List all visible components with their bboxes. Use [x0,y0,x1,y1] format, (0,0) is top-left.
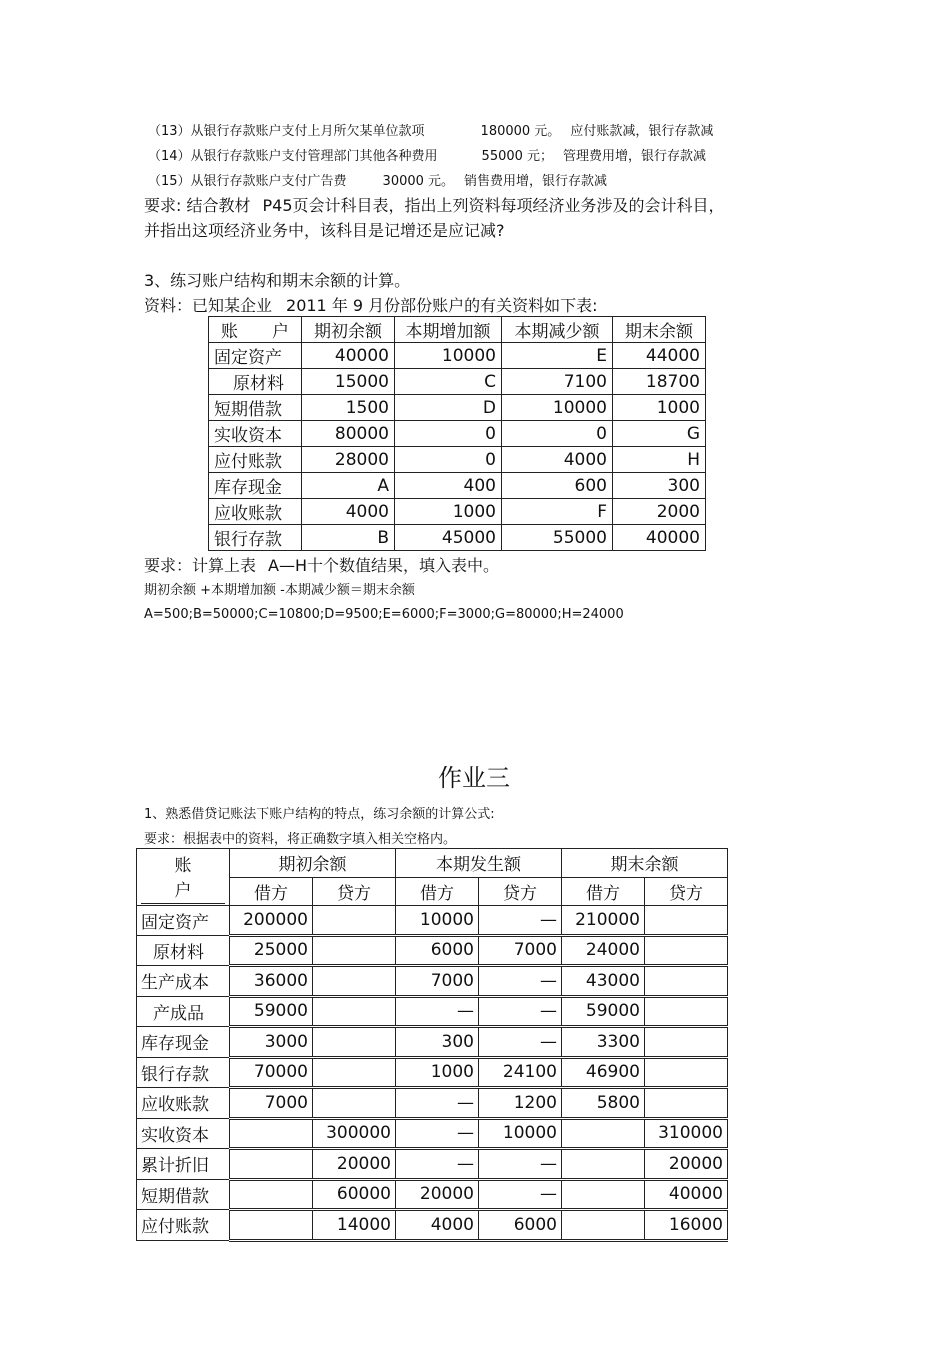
sub-header: 贷方 [479,877,562,906]
table-header-row [137,849,728,878]
cell-value: 300 [613,473,706,499]
cell-value [230,1179,313,1210]
cell-value [313,966,396,997]
cell-value: 300 [396,1027,479,1058]
cell-value: 36000 [230,966,313,997]
source-text: 资料：已知某企业 [144,296,273,315]
answer-line: A=500;B=50000;C=10800;D=9500;E=6000;F=3000;G=80000;H=24000 [144,607,624,622]
account-name: 累计折旧 [137,1149,230,1180]
cell-value: D [395,395,502,421]
header-cell: 期初余额 [302,317,395,343]
requirement-text: A—H十个数值结果，填入表中。 [268,556,499,575]
cell-value: 7000 [396,966,479,997]
cell-value: 43000 [562,966,645,997]
cell-value: 40000 [302,343,395,369]
cell-value: B [302,525,395,551]
cell-value: 16000 [645,1210,728,1241]
cell-value: 7100 [502,369,613,395]
account-name: 应收账款 [209,499,302,525]
cell-value: 40000 [645,1179,728,1210]
table-header-row [209,317,706,343]
table-row [137,1027,728,1058]
group-header: 本期发生额 [396,849,562,878]
cell-value: 28000 [302,447,395,473]
cell-value: 20000 [396,1179,479,1210]
cell-value [645,1088,728,1119]
cell-value: 10000 [479,1118,562,1149]
cell-value: 24100 [479,1057,562,1088]
table-row [137,1179,728,1210]
cell-value [313,1027,396,1058]
cell-value: 4000 [502,447,613,473]
account-name: 库存现金 [209,473,302,499]
item-note: 管理费用增，银行存款减 [563,149,707,164]
header-cell: 本期增加额 [395,317,502,343]
account-name: 实收资本 [137,1118,230,1149]
item-amount: 55000 元； [481,149,554,164]
cell-value [230,1210,313,1241]
cell-value: 25000 [230,935,313,966]
cell-value [562,1149,645,1180]
cell-value: 0 [395,447,502,473]
cell-value: C [395,369,502,395]
table-row [209,343,706,369]
cell-value: — [479,906,562,936]
cell-value: — [396,1088,479,1119]
item-14 [148,145,706,164]
cell-value: 10000 [502,395,613,421]
cell-value: — [479,1027,562,1058]
cell-value: 1000 [395,499,502,525]
cell-value: 44000 [613,343,706,369]
cell-value: 2000 [613,499,706,525]
table-row [137,906,728,936]
cell-value: 10000 [395,343,502,369]
cell-value: 4000 [396,1210,479,1241]
cell-value: A [302,473,395,499]
table-row [137,1088,728,1119]
cell-value: 400 [395,473,502,499]
requirement-text: 要求：计算上表 [144,556,257,575]
cell-value [313,1088,396,1119]
cell-value [313,906,396,936]
table-row [209,395,706,421]
table-row [209,525,706,551]
table-row [209,499,706,525]
requirement-text: 要求: 结合教材 [144,196,251,215]
cell-value: — [396,996,479,1027]
account-name: 银行存款 [209,525,302,551]
cell-value: 7000 [479,935,562,966]
table-row [137,1149,728,1180]
cell-value: 7000 [230,1088,313,1119]
table-row [209,473,706,499]
cell-value: 45000 [395,525,502,551]
cell-value: 0 [395,421,502,447]
item-13 [148,120,713,139]
cell-value: 1000 [396,1057,479,1088]
table-row [209,421,706,447]
homework-3-line-2: 要求：根据表中的资料，将正确数字填入相关空格内。 [144,832,457,847]
cell-value [313,996,396,1027]
cell-value: 40000 [613,525,706,551]
debit-credit-table [136,848,728,1242]
sub-header: 借方 [562,877,645,906]
cell-value: 14000 [313,1210,396,1241]
cell-value: 18700 [613,369,706,395]
cell-value: H [613,447,706,473]
cell-value: 24000 [562,935,645,966]
group-header: 期末余额 [562,849,728,878]
cell-value [313,1057,396,1088]
cell-value: 600 [502,473,613,499]
item-text: （14）从银行存款账户支付管理部门其他各种费用 [148,149,438,164]
balance-formula: 期初余额 +本期增加额 -本期减少额＝期末余额 [144,583,415,598]
account-name: 固定资产 [209,343,302,369]
account-header-text: 账户 [141,851,225,904]
account-name: 生产成本 [137,966,230,997]
cell-value: 20000 [645,1149,728,1180]
account-name: 产成品 [137,996,230,1027]
item-text: （13）从银行存款账户支付上月所欠某单位款项 [148,124,425,139]
account-name: 固定资产 [137,906,230,936]
cell-value: 0 [502,421,613,447]
cell-value: G [613,421,706,447]
cell-value: 59000 [230,996,313,1027]
cell-value [645,966,728,997]
cell-value: 310000 [645,1118,728,1149]
table-row [137,1057,728,1088]
cell-value: 70000 [230,1057,313,1088]
section-3-source [144,293,598,316]
account-name: 应付账款 [137,1210,230,1241]
homework-3-line-1: 1、熟悉借贷记账法下账户结构的特点，练习余额的计算公式: [144,807,495,822]
cell-value: — [479,966,562,997]
section-3-requirement [144,553,499,576]
group-header: 期初余额 [230,849,396,878]
cell-value: — [479,1179,562,1210]
table-row [137,966,728,997]
requirement-line-1 [144,193,725,216]
sub-header: 贷方 [313,877,396,906]
cell-value: E [502,343,613,369]
cell-value [645,935,728,966]
table-row [209,369,706,395]
table-row [137,1210,728,1241]
item-note: 应付账款减，银行存款减 [570,124,714,139]
sub-header: 贷方 [645,877,728,906]
cell-value [562,1210,645,1241]
account-name: 应收账款 [137,1088,230,1119]
cell-value: 3300 [562,1027,645,1058]
cell-value: 46900 [562,1057,645,1088]
cell-value: 1500 [302,395,395,421]
requirement-text: P45页会计科目表，指出上列资料每项经济业务涉及的会计科目， [262,196,725,215]
account-name: 应付账款 [209,447,302,473]
header-cell: 账 户 [209,317,302,343]
account-name: 银行存款 [137,1057,230,1088]
cell-value [562,1118,645,1149]
cell-value [562,1179,645,1210]
cell-value: — [479,1149,562,1180]
cell-value [645,906,728,936]
cell-value [645,1057,728,1088]
cell-value: — [396,1118,479,1149]
cell-value [645,996,728,1027]
table-row [137,996,728,1027]
account-name: 原材料 [209,369,302,395]
homework-3-title: 作业三 [438,764,510,792]
cell-value: 55000 [502,525,613,551]
cell-value [230,1149,313,1180]
sub-header: 借方 [396,877,479,906]
table-row [137,1118,728,1149]
cell-value: 60000 [313,1179,396,1210]
cell-value: 6000 [396,935,479,966]
cell-value: 15000 [302,369,395,395]
item-note: 销售费用增，银行存款减 [464,174,608,189]
table-row [137,935,728,966]
cell-value: 3000 [230,1027,313,1058]
cell-value: — [396,1149,479,1180]
account-name: 短期借款 [209,395,302,421]
header-cell: 期末余额 [613,317,706,343]
cell-value: 1200 [479,1088,562,1119]
item-amount: 180000 元。 [480,124,561,139]
account-name: 短期借款 [137,1179,230,1210]
account-name: 实收资本 [209,421,302,447]
cell-value: 200000 [230,906,313,936]
account-name: 原材料 [137,935,230,966]
cell-value: 10000 [396,906,479,936]
account-header [137,849,230,906]
cell-value: 20000 [313,1149,396,1180]
item-amount: 30000 元。 [382,174,455,189]
cell-value: F [502,499,613,525]
cell-value: 300000 [313,1118,396,1149]
section-3-heading: 3、练习账户结构和期末余额的计算。 [144,271,411,290]
account-name: 库存现金 [137,1027,230,1058]
cell-value [313,935,396,966]
requirement-line-2: 并指出这项经济业务中，该科目是记增还是应记减? [144,221,505,240]
cell-value: — [479,996,562,1027]
cell-value [645,1027,728,1058]
cell-value: 6000 [479,1210,562,1241]
debit-credit-body [137,906,728,1241]
sub-header: 借方 [230,877,313,906]
item-15 [148,170,607,189]
table-row [209,447,706,473]
cell-value: 1000 [613,395,706,421]
cell-value: 80000 [302,421,395,447]
cell-value: 210000 [562,906,645,936]
cell-value: 4000 [302,499,395,525]
header-cell: 本期减少额 [502,317,613,343]
source-text: 2011 年 9 月份部份账户的有关资料如下表: [286,296,598,315]
account-balance-table [208,316,706,551]
cell-value: 5800 [562,1088,645,1119]
cell-value: 59000 [562,996,645,1027]
cell-value [230,1118,313,1149]
item-text: （15）从银行存款账户支付广告费 [148,174,347,189]
